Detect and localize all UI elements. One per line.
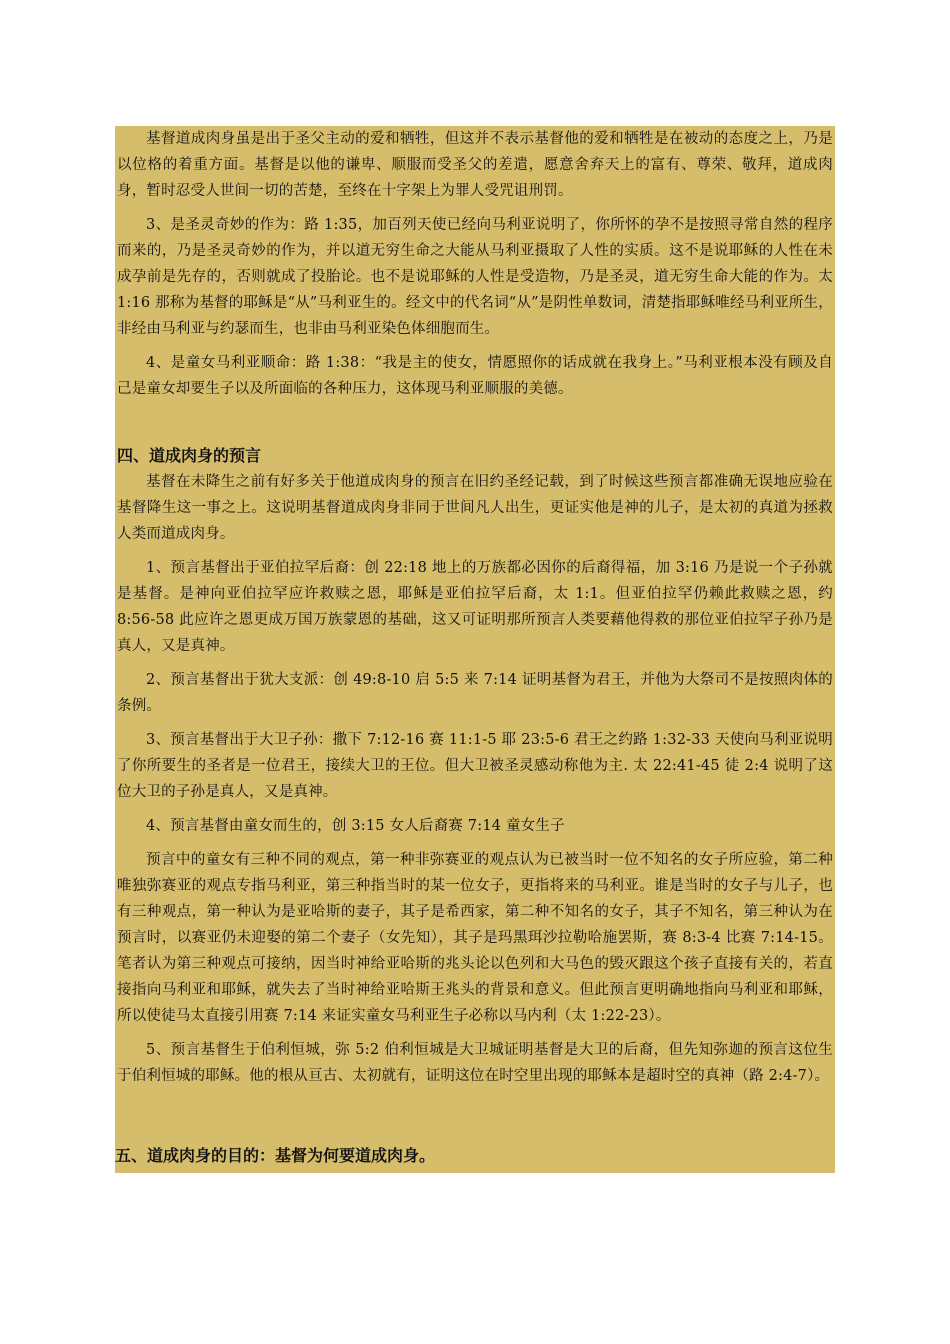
paragraph: 5、预言基督生于伯利恒城，弥 5:2 伯利恒城是大卫城证明基督是大卫的后裔，但先知弥迦的预言这位生于伯利恒城的耶稣。他的根从亘古、太初就有，证明这位在时空里出现的耶稣本是超时空的真神（路 2:4-7）。	[117, 1042, 833, 1084]
paragraph: 基督道成肉身虽是出于圣父主动的爱和牺牲，但这并不表示基督他的爱和牺牲是在被动的态度之上，乃是以位格的着重方面。基督是以他的谦卑、顺服而受圣父的差遣，愿意舍弃天上的富有、尊荣、敬拜，道成肉身，暂时忍受人世间一切的苦楚，至终在十字架上为罪人受咒诅刑罚。	[117, 131, 833, 199]
highlighted-section-4	[115, 443, 835, 1173]
paragraph: 3、是圣灵奇妙的作为：路 1:35，加百列天使已经向马利亚说明了，你所怀的孕不是按照寻常自然的程序而来的，乃是圣灵奇妙的作为，并以道无穷生命之大能从马利亚摄取了人性的实质。这不是说耶稣的人性在未成孕前是先存的，否则就成了投胎论。也不是说耶稣的人性是受造物，乃是圣灵，道无穷生命大能的作为。太 1:16 那称为基督的耶稣是“从”马利亚生的。经文中的代名词“从”是阴性单数词，清楚指耶稣唯经马利亚所生，非经由马利亚与约瑟而生，也非由马利亚染色体细胞而生。	[117, 217, 833, 337]
paragraph: 预言中的童女有三种不同的观点，第一种非弥赛亚的观点认为已被当时一位不知名的女子所应验，第二种唯独弥赛亚的观点专指马利亚，第三种指当时的某一位女子，更指将来的马利亚。谁是当时的女子与儿子，也有三种观点，第一种认为是亚哈斯的妻子，其子是希西家，第二种不知名的女子，其子不知名，第三种认为在预言时，以赛亚仍未迎娶的第二个妻子（女先知），其子是玛黑珥沙拉勒哈施罢斯，赛 8:3-4 比赛 7:14-15。笔者认为第三种观点可接纳，因当时神给亚哈斯的兆头论以色列和大马色的毁灭跟这个孩子直接有关的，若直接指向马利亚和耶稣，就失去了当时神给亚哈斯王兆头的背景和意义。但此预言更明确地指向马利亚和耶稣，所以使徒马太直接引用赛 7:14 来证实童女马利亚生子必称以马内利（太 1:22-23）。	[117, 852, 833, 1024]
paragraph: 基督在未降生之前有好多关于他道成肉身的预言在旧约圣经记载，到了时候这些预言都准确无误地应验在基督降生这一事之上。这说明基督道成肉身非同于世间凡人出生，更证实他是神的儿子，是太初的真道为拯救人类而道成肉身。	[117, 474, 833, 542]
section-heading: 五、道成肉身的目的：基督为何要道成肉身。	[115, 1146, 436, 1165]
paragraph: 1、预言基督出于亚伯拉罕后裔：创 22:18 地上的万族都必因你的后裔得福，加 3:16 乃是说一个子孙就是基督。是神向亚伯拉罕应许救赎之恩，耶稣是亚伯拉罕后裔，太 1:1。但亚伯拉罕仍赖此救赎之恩，约 8:56-58 此应许之恩更成万国万族蒙恩的基础，这又可证明那所预言人类要藉他得救的那位亚伯拉罕子孙乃是真人，又是真神。	[117, 560, 833, 654]
paragraph: 4、预言基督由童女而生的，创 3:15 女人后裔赛 7:14 童女生子	[146, 818, 565, 834]
paragraph: 2、预言基督出于犹大支派：创 49:8-10 启 5:5 来 7:14 证明基督为君王，并他为大祭司不是按照肉体的条例。	[117, 672, 833, 714]
paragraph: 3、预言基督出于大卫子孙：撒下 7:12-16 赛 11:1-5 耶 23:5-6 君王之约路 1:32-33 天使向马利亚说明了你所要生的圣者是一位君王，接续大卫的王位。但大卫被圣灵感动称他为主. 太 22:41-45 徒 2:4 说明了这位大卫的子孙是真人，又是真神。	[117, 732, 833, 800]
section-heading: 四、道成肉身的预言	[117, 446, 262, 465]
paragraph: 4、是童女马利亚顺命：路 1:38：“我是主的使女，情愿照你的话成就在我身上。”马利亚根本没有顾及自己是童女却要生子以及所面临的各种压力，这体现马利亚顺服的美德。	[117, 355, 833, 397]
highlighted-section-3-continued	[115, 126, 835, 443]
